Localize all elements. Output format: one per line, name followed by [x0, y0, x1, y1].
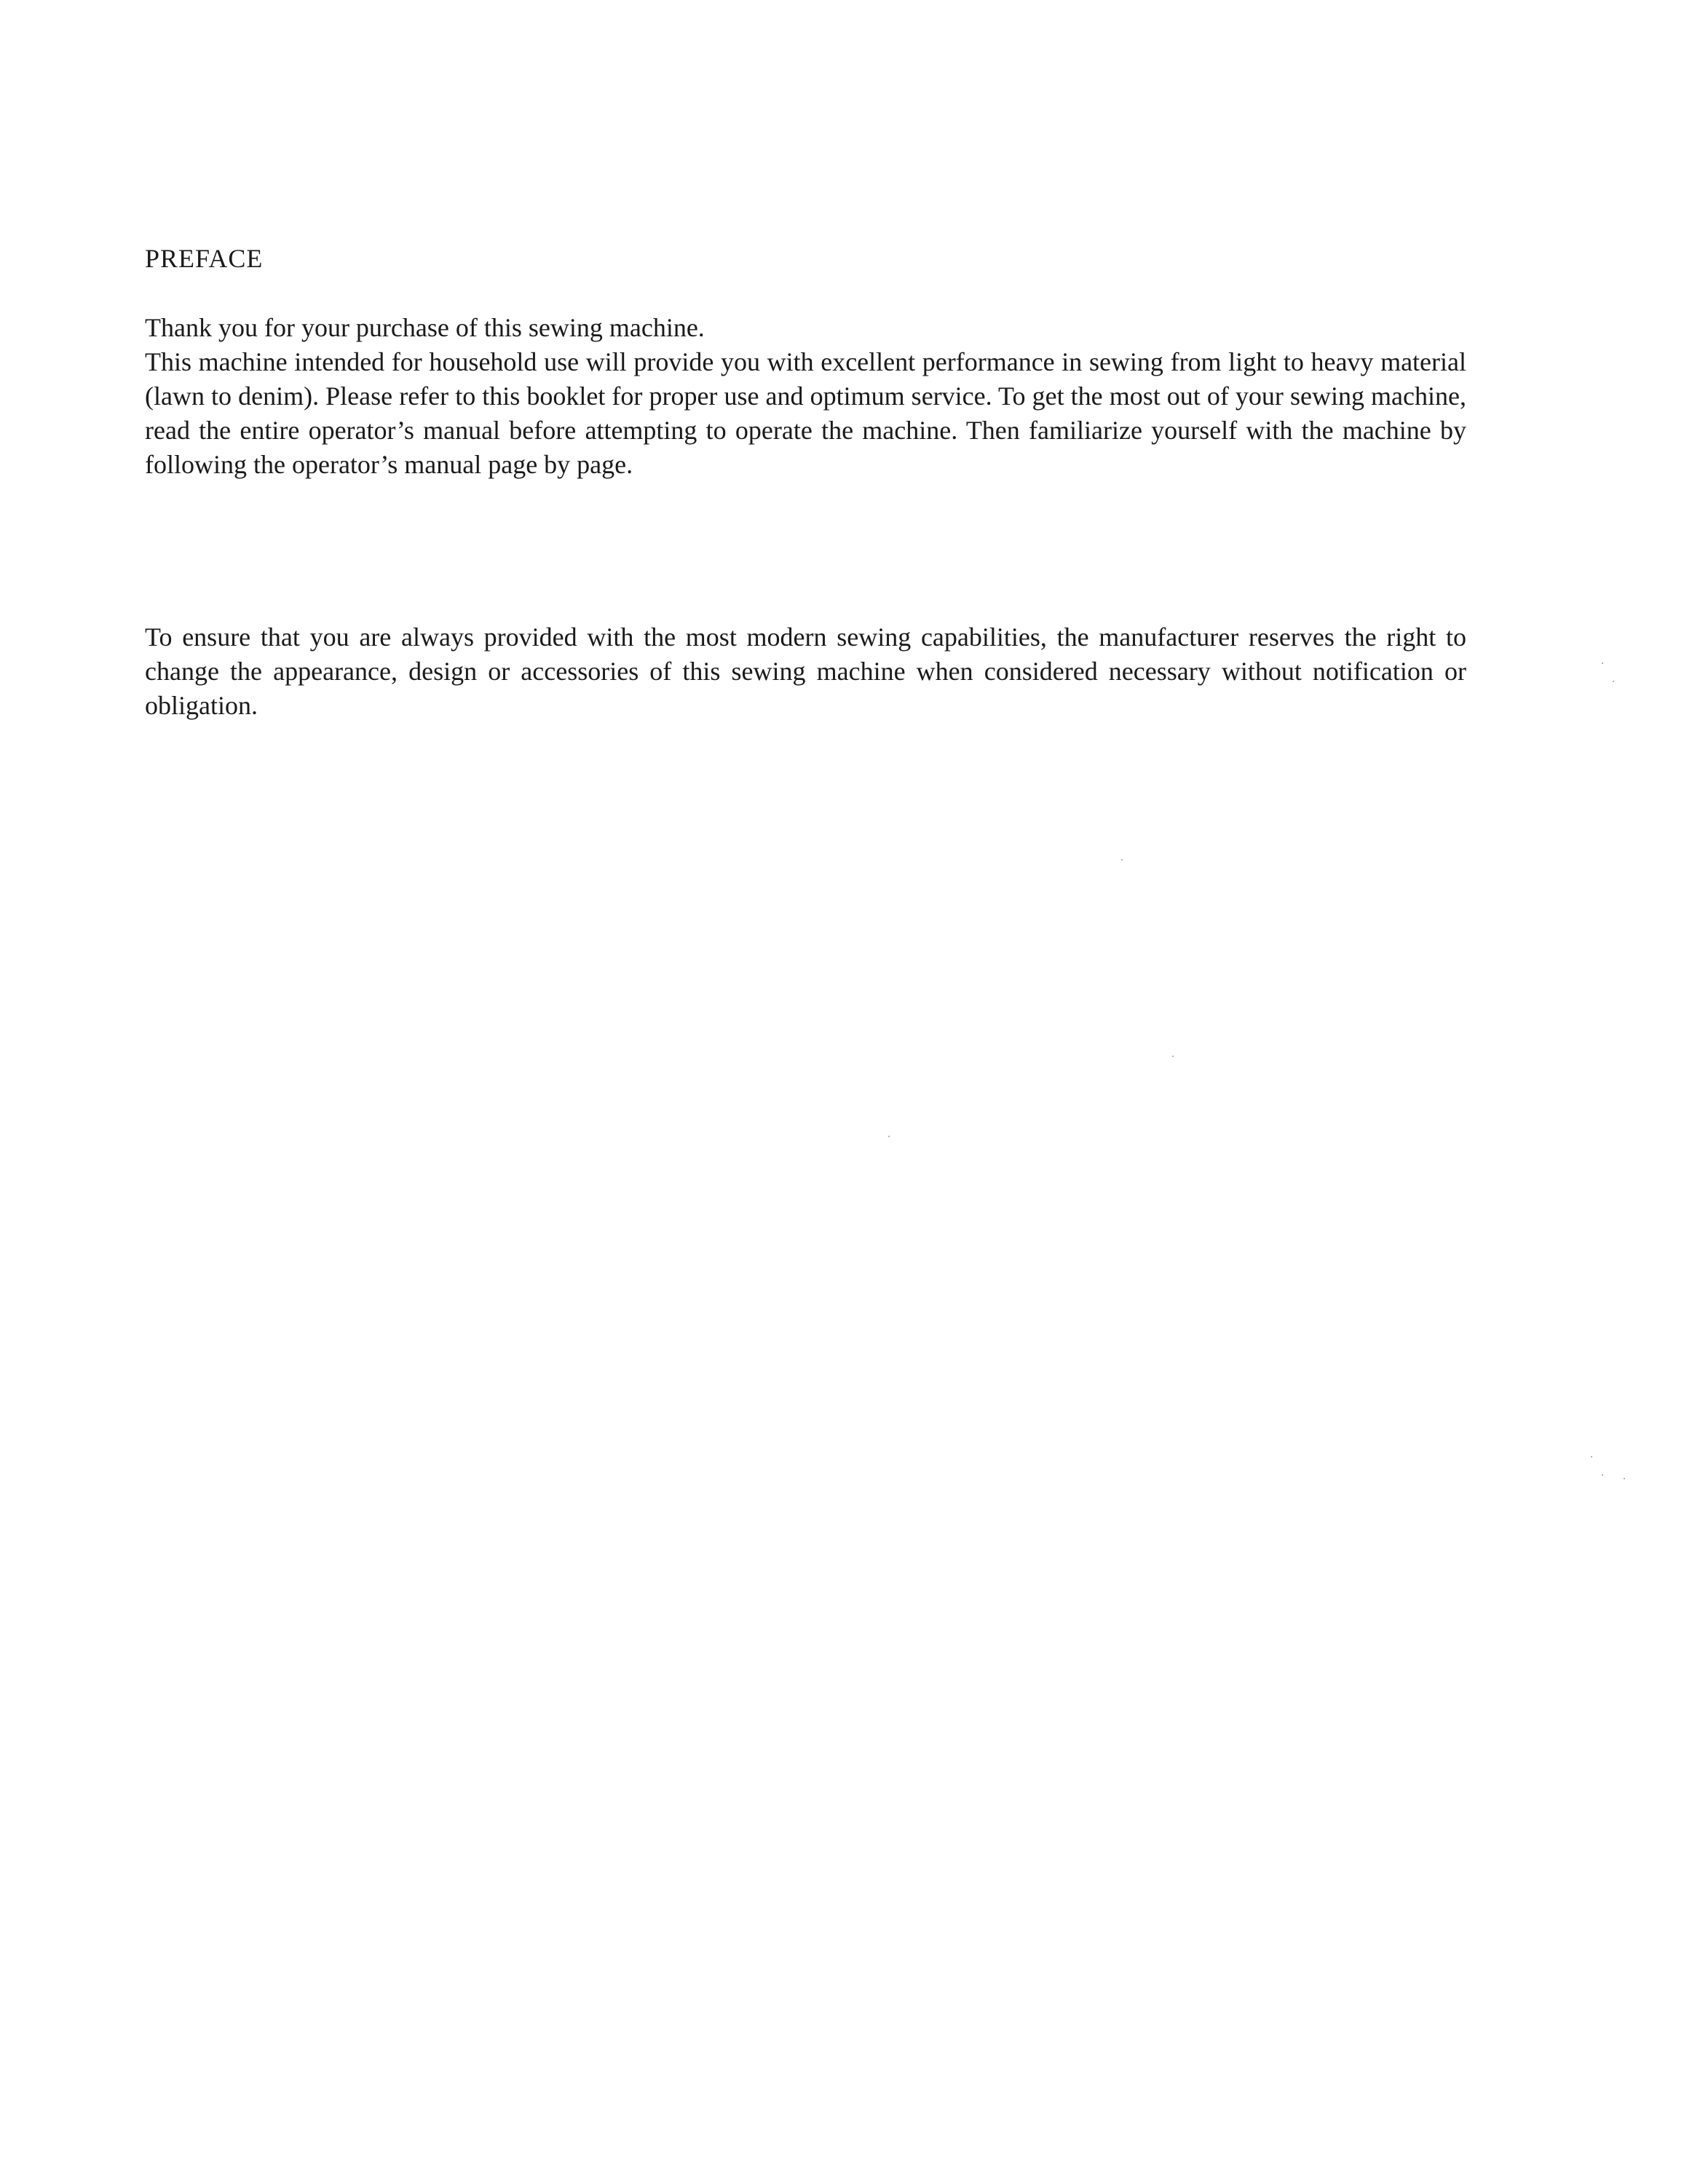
- intro-paragraph: This machine intended for household use will provide you with excellent performance in sewing from light to heavy material (lawn to denim). Please refer to this booklet for proper use and optimum service. To get the most out of your sewing machine, read the entire operator’s manual before attempting to operate the machine. Then familiarize yourself with the machine by following the operator’s manual page by page.: [145, 347, 1466, 479]
- thanks-paragraph: Thank you for your purchase of this sewing machine.: [145, 313, 705, 342]
- scan-speck: [1172, 1056, 1174, 1057]
- intro-section: [145, 311, 1466, 482]
- scan-speck: [1591, 1456, 1592, 1457]
- scan-speck: [1624, 1478, 1625, 1479]
- scan-speck: [1121, 859, 1123, 860]
- scan-speck: [1602, 662, 1603, 664]
- scan-speck: [888, 1136, 890, 1137]
- preface-heading: PREFACE: [145, 244, 264, 273]
- notice-paragraph: To ensure that you are always provided with the most modern sewing capabilities, the manufacturer reserves the right to change the appearance, design or accessories of this sewing machine when considered necessary without notification or obligation.: [145, 622, 1466, 720]
- scan-speck: [1613, 681, 1614, 682]
- notice-section: [145, 620, 1466, 723]
- scan-speck: [1602, 1474, 1603, 1476]
